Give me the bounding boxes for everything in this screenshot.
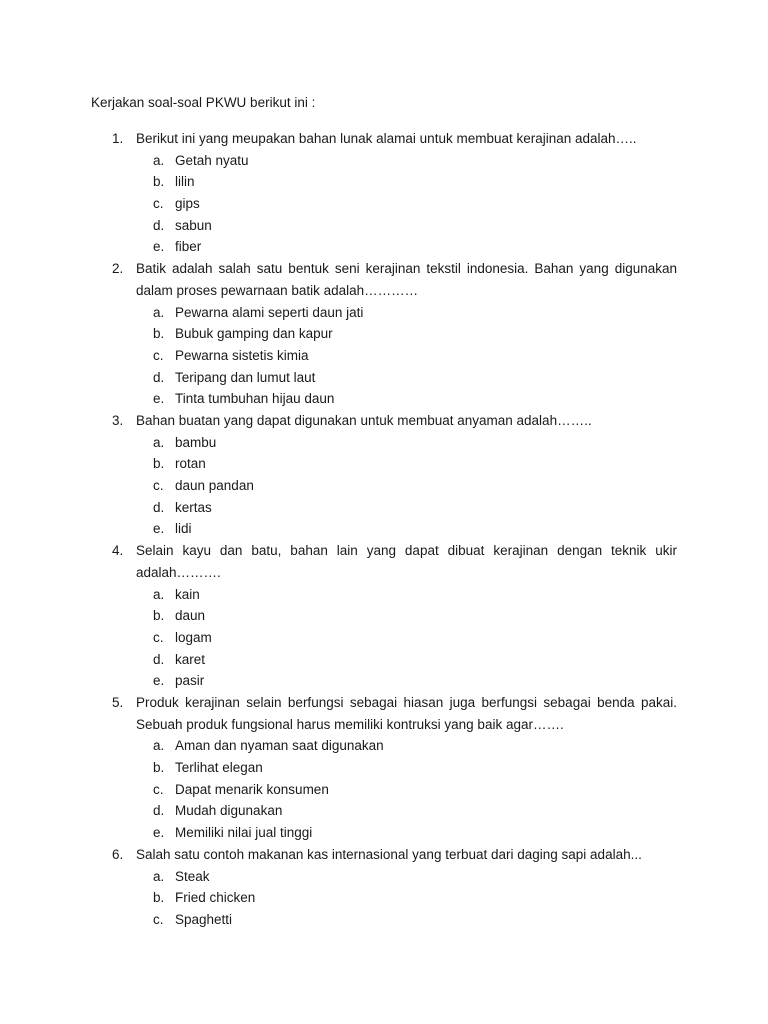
option-letter: a. [153,738,165,754]
option-letter: c. [153,347,164,363]
answer-options [0,584,768,692]
answer-option [0,345,768,367]
option-letter: a. [153,434,165,450]
option-letter: b. [153,608,165,624]
answer-option [0,323,768,345]
option-letter: c. [153,911,164,927]
option-text: lilin [175,174,195,190]
question-number: 4. [112,543,124,559]
answer-option [0,800,768,822]
option-text: gips [175,196,200,212]
option-letter: b. [153,760,165,776]
option-letter: a. [153,152,165,168]
question-number: 5. [112,694,124,710]
answer-options [0,735,768,843]
answer-option [0,193,768,215]
answer-option [0,584,768,606]
option-letter: d. [153,651,165,667]
option-letter: b. [153,456,165,472]
option-letter: b. [153,890,165,906]
option-letter: c. [153,781,164,797]
answer-option [0,909,768,931]
question-item [0,258,768,410]
option-text: karet [175,651,206,667]
question-list [0,128,768,931]
answer-option [0,150,768,172]
option-text: pasir [175,673,205,689]
option-letter: b. [153,174,165,190]
option-letter: d. [153,803,165,819]
option-text: daun [175,608,206,624]
option-text: Fried chicken [175,890,256,906]
answer-option [0,302,768,324]
option-text: bambu [175,434,217,450]
option-text: Pewarna alami seperti daun jati [175,304,364,320]
answer-option [0,822,768,844]
answer-options [0,432,768,540]
option-letter: a. [153,868,165,884]
answer-option [0,866,768,888]
option-text: kertas [175,499,212,515]
option-text: Spaghetti [175,911,233,927]
option-text: Teripang dan lumut laut [175,369,316,385]
option-text: kain [175,586,200,602]
question-text: Produk kerajinan selain berfungsi sebagai hiasan juga berfungsi sebagai benda pakai. Sebuah produk fungsional harus memiliki kontruksi yang baik agar……. [136,694,677,732]
option-letter: c. [153,196,164,212]
option-letter: d. [153,499,165,515]
answer-option [0,735,768,757]
option-letter: e. [153,825,165,841]
option-text: Mudah digunakan [175,803,283,819]
answer-option [0,432,768,454]
answer-option [0,605,768,627]
option-letter: e. [153,673,165,689]
answer-option [0,627,768,649]
question-item [0,410,768,540]
option-text: Dapat menarik konsumen [175,781,329,797]
option-text: Tinta tumbuhan hijau daun [175,391,335,407]
question-number: 1. [112,131,124,146]
option-text: daun pandan [175,478,254,494]
option-letter: d. [153,369,165,385]
question-text: Berikut ini yang meupakan bahan lunak alamai untuk membuat kerajinan adalah….. [136,131,637,146]
option-letter: b. [153,326,165,342]
question-number: 6. [112,846,124,862]
question-number: 3. [112,412,124,428]
answer-options [0,302,768,410]
option-text: sabun [175,217,212,233]
answer-option [0,887,768,909]
question-item [0,844,768,931]
option-text: lidi [175,521,192,537]
answer-option [0,388,768,410]
option-text: Pewarna sistetis kimia [175,347,309,363]
question-item [0,128,768,258]
answer-option [0,215,768,237]
option-letter: e. [153,391,165,407]
option-text: Getah nyatu [175,152,249,168]
answer-option [0,475,768,497]
option-letter: a. [153,586,165,602]
option-text: rotan [175,456,206,472]
option-text: Terlihat elegan [175,760,263,776]
answer-option [0,367,768,389]
answer-option [0,236,768,258]
answer-option [0,453,768,475]
answer-options [0,150,768,258]
option-text: Memiliki nilai jual tinggi [175,825,313,841]
question-text: Selain kayu dan batu, bahan lain yang dapat dibuat kerajinan dengan teknik ukir adalah………. [136,543,677,580]
question-text: Bahan buatan yang dapat digunakan untuk membuat anyaman adalah…….. [136,412,592,428]
option-text: Steak [175,868,210,884]
question-item [0,540,768,692]
option-text: Bubuk gamping dan kapur [175,326,333,342]
option-letter: e. [153,239,165,255]
question-item [0,692,768,844]
question-number: 2. [112,261,124,277]
option-letter: c. [153,629,164,645]
instruction-heading: Kerjakan soal-soal PKWU berikut ini : [91,95,316,110]
option-letter: c. [153,478,164,494]
answer-option [0,670,768,692]
answer-option [0,497,768,519]
answer-option [0,779,768,801]
option-letter: d. [153,217,165,233]
question-text: Salah satu contoh makanan kas internasional yang terbuat dari daging sapi adalah... [136,846,642,862]
option-letter: e. [153,521,165,537]
answer-option [0,757,768,779]
option-text: logam [175,629,212,645]
answer-option [0,171,768,193]
answer-option [0,518,768,540]
question-text: Batik adalah salah satu bentuk seni kerajinan tekstil indonesia. Bahan yang digunakan dalam proses pewarnaan batik adalah………… [136,261,677,298]
option-letter: a. [153,304,165,320]
answer-options [0,866,768,931]
answer-option [0,649,768,671]
option-text: fiber [175,239,202,255]
option-text: Aman dan nyaman saat digunakan [175,738,384,754]
